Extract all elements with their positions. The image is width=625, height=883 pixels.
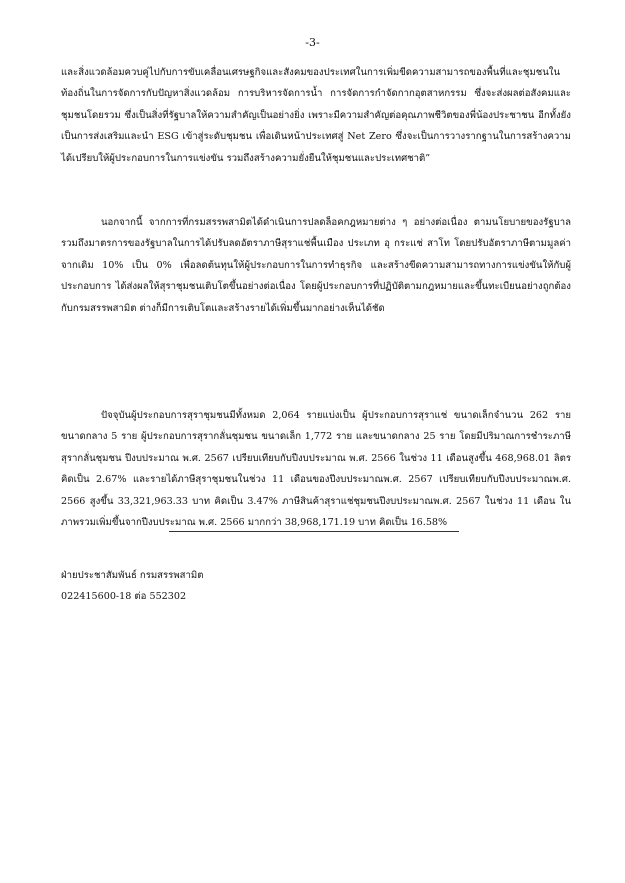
footer-phone: 022415600-18 ต่อ 552302 — [61, 591, 187, 602]
divider-line — [169, 531, 459, 532]
paragraph-deregulation: นอกจากนี้ จากการที่กรมสรรพสามิตได้ดำเนินการปลดล็อคกฎหมายต่าง ๆ อย่างต่อเนื่อง ตามนโยบายของรัฐบาล รวมถึงมาตรการของรัฐบาลในการได้ปรับลดอัตราภาษีสุราแช่พื้นเมือง ประเภท อุ กระแช่ สาโท โดยปรับอัตราภาษีตามมูลค่าจากเดิม 10% เป็น 0% เพื่อลดต้นทุนให้ผู้ประกอบการในการทำธุรกิจ และสร้างขีดความสามารถทางการแข่งขันให้กับผู้ประกอบการ ได้ส่งผลให้สุราชุมชนเติบโตขึ้นอย่างต่อเนื่อง โดยผู้ประกอบการที่ปฏิบัติตามกฎหมายและขึ้นทะเบียนอย่างถูกต้องกับกรมสรรพสามิต ต่างก็มีการเติบโตและสร้างรายได้เพิ่มขึ้นมากอย่างเห็นได้ชัด — [61, 217, 571, 314]
paragraph-statistics: ปัจจุบันผู้ประกอบการสุราชุมชนมีทั้งหมด 2,064 รายแบ่งเป็น ผู้ประกอบการสุราแช่ ขนาดเล็กจำนวน 262 ราย ขนาดกลาง 5 ราย ผู้ประกอบการสุรากลั่นชุมชน ขนาดเล็ก 1,772 ราย และขนาดกลาง 25 ราย โดยมีปริมาณการชำระภาษีสุรากลั่นชุมชน ปีงบประมาณ พ.ศ. 2567 เปรียบเทียบกับปีงบประมาณ พ.ศ. 2566 ในช่วง 11 เดือนสูงขึ้น 468,968.01 ลิตร คิดเป็น 2.67% และรายได้ภาษีสุราชุมชนในช่วง 11 เดือนของปีงบประมาณพ.ศ. 2567 เปรียบเทียบกับปีงบประมาณพ.ศ. 2566 สูงขึ้น 33,321,963.33 บาท คิดเป็น 3.47% ภาษีสินค้าสุราแช่ชุมชนปีงบประมาณพ.ศ. 2567 ในช่วง 11 เดือน ในภาพรวมเพิ่มขึ้นจากปีงบประมาณ พ.ศ. 2566 มากกว่า 38,968,171.19 บาท คิดเป็น 16.58% — [61, 410, 571, 529]
footer-department: ฝ่ายประชาสัมพันธ์ กรมสรรพสามิต — [61, 570, 204, 581]
paragraph-continuation: และสิ่งแวดล้อมควบคู่ไปกับการขับเคลื่อนเศรษฐกิจและสังคมของประเทศในการเพิ่มขีดความสามารถของพื้นที่และชุมชนในท้องถิ่นในการจัดการกับปัญหาสิ่งแวดล้อม การบริหารจัดการน้ำ การจัดการกำจัดกากอุตสาหกรรม ซึ่งจะส่งผลต่อสังคมและชุมชนโดยรวม ซึ่งเป็นสิ่งที่รัฐบาลให้ความสำคัญเป็นอย่างยิ่ง เพราะมีความสำคัญต่อคุณภาพชีวิตของพี่น้องประชาชน อีกทั้งยังเป็นการส่งเสริมและนำ ESG เข้าสู่ระดับชุมชน เพื่อเดินหน้าประเทศสู่ Net Zero ซึ่งจะเป็นการวางรากฐานในการสร้างความได้เปรียบให้ผู้ประกอบการในการแข่งขัน รวมถึงสร้างความยั่งยืนให้ชุมชนและประเทศชาติ” — [61, 67, 571, 164]
page-number: -3- — [305, 36, 320, 49]
